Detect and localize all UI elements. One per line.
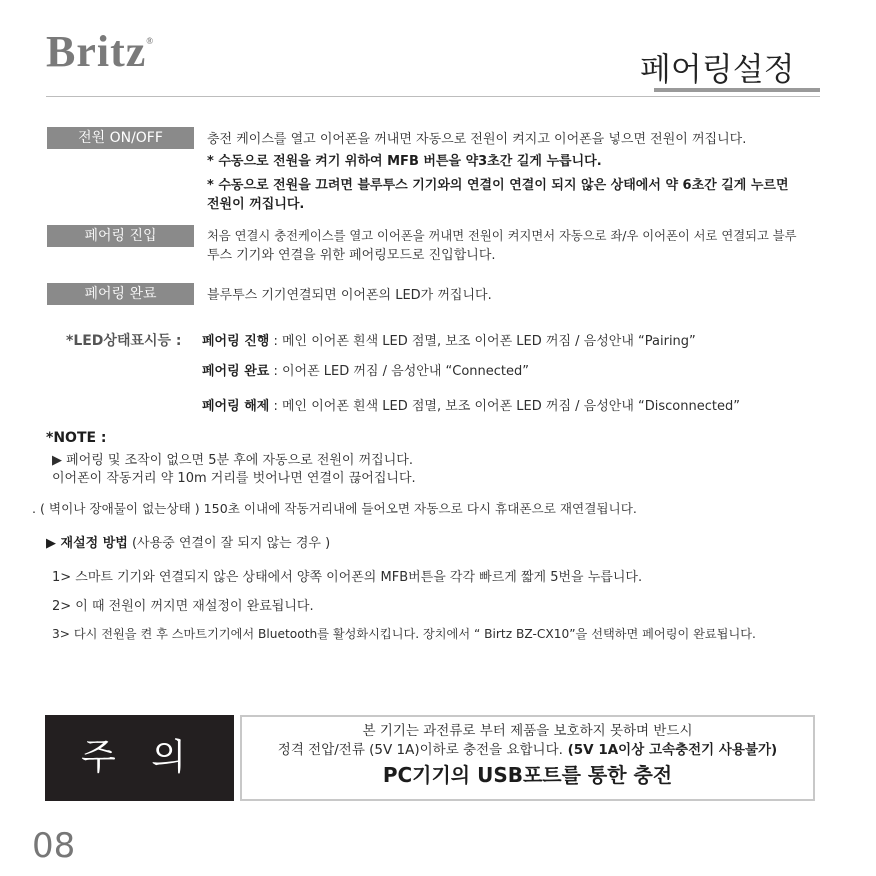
note-line-2: 이어폰이 작동거리 약 10m 거리를 벗어나면 연결이 끊어집니다. [52, 471, 416, 486]
led-row-pairing [202, 333, 696, 351]
brand-name: Britz [46, 27, 147, 76]
led-row-text: : 메인 이어폰 흰색 LED 점멸, 보조 이어폰 LED 꺼짐 / 음성안내 “Pairing” [269, 334, 696, 349]
caution-line-2b: (5V 1A이상 고속충전기 사용불가) [562, 742, 778, 758]
led-row-key: 페어링 진행 [202, 334, 270, 349]
caution-line-2a: 정격 전압/전류 (5V 1A)이하로 충전을 요합니다. [277, 742, 563, 758]
led-row-text: : 메인 이어폰 흰색 LED 점멸, 보조 이어폰 LED 꺼짐 / 음성안내 “Disconnected” [269, 399, 740, 414]
power-line-4: 전원이 꺼집니다. [207, 197, 305, 212]
pairing-complete-line: 블루투스 기기연결되면 이어폰의 LED가 꺼집니다. [207, 288, 492, 303]
reset-subtitle: (사용중 연결이 잘 되지 않는 경우 ) [127, 536, 331, 551]
led-row-text: : 이어폰 LED 꺼짐 / 음성안내 “Connected” [269, 364, 529, 379]
led-row-release [202, 398, 740, 416]
page-title: 페어링설정 [640, 50, 795, 88]
led-row-key: 페어링 완료 [202, 364, 270, 379]
title-underline [654, 88, 820, 92]
reset-step-3: 3> 다시 전원을 켠 후 스마트기기에서 Bluetooth를 활성화시킵니다. 장치에서 “ Birtz BZ-CX10”을 선택하면 페어링이 완료됩니다. [52, 627, 756, 641]
note-line-1: ▶ 페어링 및 조작이 없으면 5분 후에 자동으로 전원이 꺼집니다. [52, 453, 413, 468]
caution-line-2 [242, 740, 813, 760]
britz-logo [46, 26, 153, 77]
led-row-key: 페어링 해제 [202, 399, 270, 414]
caution-message [240, 715, 815, 801]
pairing-entry-line-1: 처음 연결시 충전케이스를 열고 이어폰을 꺼내면 전원이 켜지면서 자동으로 좌/우 이어폰이 서로 연결되고 블루 [207, 229, 797, 243]
reset-step-2: 2> 이 때 전원이 꺼지면 재설정이 완료됩니다. [52, 599, 314, 614]
page-number: 08 [32, 826, 76, 866]
reset-heading [46, 535, 330, 553]
power-line-2: * 수동으로 전원을 켜기 위하여 MFB 버튼을 약3초간 길게 누릅니다. [207, 154, 602, 169]
header-divider [46, 96, 820, 97]
led-row-complete [202, 363, 529, 381]
caution-line-1: 본 기기는 과전류로 부터 제품을 보호하지 못하며 반드시 [362, 723, 693, 739]
power-line-1: 충전 케이스를 열고 이어폰을 꺼내면 자동으로 전원이 켜지고 이어폰을 넣으면 전원이 꺼집니다. [207, 132, 747, 147]
caution-line-3: PC기기의 USB포트를 통한 충전 [382, 763, 673, 787]
caution-label: 주 의 [45, 715, 234, 801]
led-heading: *LED상태표시등 : [66, 333, 182, 349]
registered-mark: ® [146, 36, 154, 46]
label-pairing-entry: 페어링 진입 [47, 225, 194, 247]
label-pairing-complete: 페어링 완료 [47, 283, 194, 305]
label-power-onoff: 전원 ON/OFF [47, 127, 194, 149]
pairing-entry-line-2: 투스 기기와 연결을 위한 페어링모드로 진입합니다. [207, 248, 496, 263]
reset-title: ▶ 재설정 방법 [46, 536, 128, 551]
power-line-3: * 수동으로 전원을 끄려면 블루투스 기기와의 연결이 연결이 되지 않은 상태에서 약 6초간 길게 누르면 [207, 178, 789, 193]
reset-step-1: 1> 스마트 기기와 연결되지 않은 상태에서 양쪽 이어폰의 MFB버튼을 각각 빠르게 짧게 5번을 누릅니다. [52, 570, 643, 585]
note-heading: *NOTE : [46, 430, 107, 446]
note-line-3: . ( 벽이나 장애물이 없는상태 ) 150초 이내에 작동거리내에 들어오면 자동으로 다시 휴대폰으로 재연결됩니다. [32, 501, 637, 516]
